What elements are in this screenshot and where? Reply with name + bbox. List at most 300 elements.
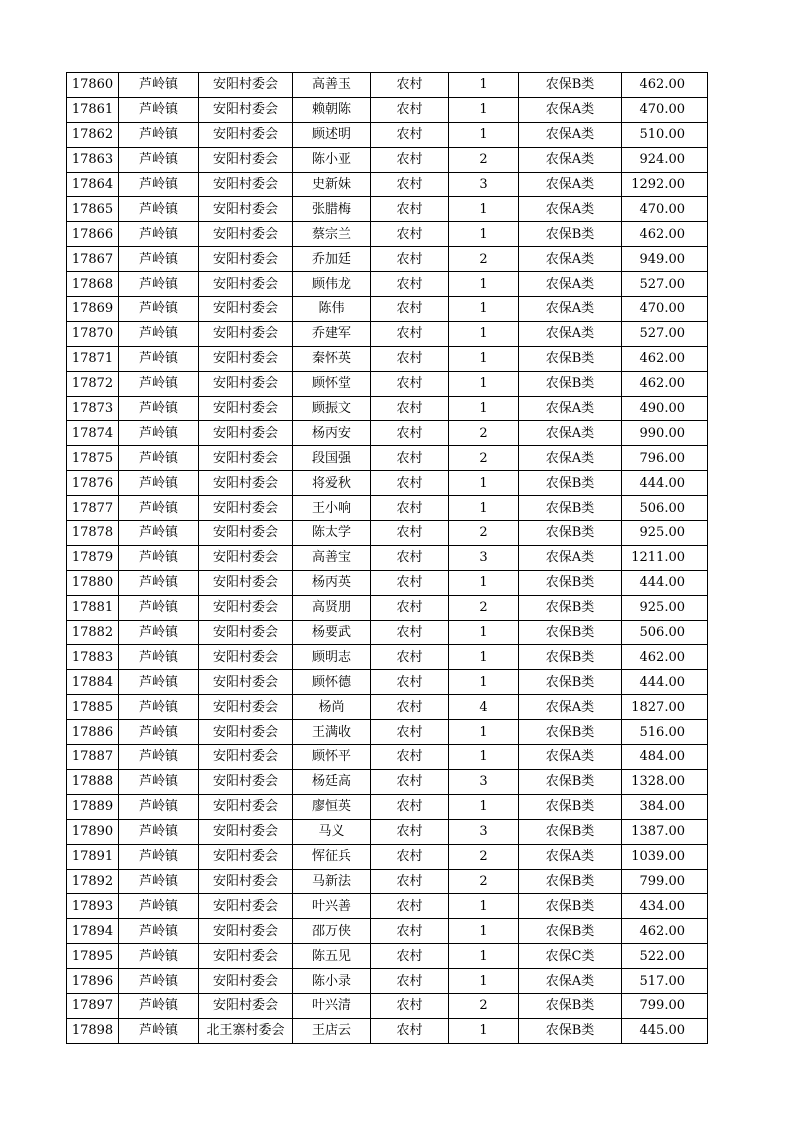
person-name-cell: 杨要武	[293, 620, 371, 645]
village-committee-cell: 北王寨村委会	[199, 1018, 293, 1043]
amount-cell: 796.00	[622, 446, 708, 471]
town-cell: 芦岭镇	[119, 869, 199, 894]
household-size-cell: 2	[449, 869, 519, 894]
record-id-cell: 17871	[67, 346, 119, 371]
village-committee-cell: 安阳村委会	[199, 570, 293, 595]
insurance-category-cell: 农保B类	[519, 670, 622, 695]
table-row	[67, 645, 708, 670]
record-id-cell: 17864	[67, 172, 119, 197]
amount-cell: 470.00	[622, 297, 708, 322]
village-committee-cell: 安阳村委会	[199, 97, 293, 122]
record-id-cell: 17880	[67, 570, 119, 595]
household-size-cell: 1	[449, 794, 519, 819]
insurance-category-cell: 农保A类	[519, 297, 622, 322]
insurance-category-cell: 农保B类	[519, 521, 622, 546]
town-cell: 芦岭镇	[119, 321, 199, 346]
insurance-category-cell: 农保A类	[519, 172, 622, 197]
amount-cell: 444.00	[622, 570, 708, 595]
record-id-cell: 17863	[67, 147, 119, 172]
records-body	[67, 73, 708, 1044]
record-id-cell: 17868	[67, 272, 119, 297]
person-name-cell: 顾振文	[293, 396, 371, 421]
village-committee-cell: 安阳村委会	[199, 720, 293, 745]
town-cell: 芦岭镇	[119, 421, 199, 446]
table-row	[67, 197, 708, 222]
record-id-cell: 17897	[67, 993, 119, 1018]
record-id-cell: 17896	[67, 969, 119, 994]
town-cell: 芦岭镇	[119, 720, 199, 745]
village-committee-cell: 安阳村委会	[199, 545, 293, 570]
household-type-cell: 农村	[371, 645, 449, 670]
amount-cell: 506.00	[622, 620, 708, 645]
record-id-cell: 17867	[67, 247, 119, 272]
household-size-cell: 1	[449, 745, 519, 770]
table-row	[67, 446, 708, 471]
insurance-category-cell: 农保A类	[519, 272, 622, 297]
record-id-cell: 17874	[67, 421, 119, 446]
amount-cell: 470.00	[622, 197, 708, 222]
household-size-cell: 2	[449, 147, 519, 172]
household-type-cell: 农村	[371, 172, 449, 197]
household-type-cell: 农村	[371, 869, 449, 894]
amount-cell: 924.00	[622, 147, 708, 172]
amount-cell: 517.00	[622, 969, 708, 994]
town-cell: 芦岭镇	[119, 645, 199, 670]
record-id-cell: 17862	[67, 122, 119, 147]
household-size-cell: 1	[449, 471, 519, 496]
town-cell: 芦岭镇	[119, 247, 199, 272]
household-size-cell: 1	[449, 670, 519, 695]
village-committee-cell: 安阳村委会	[199, 919, 293, 944]
village-committee-cell: 安阳村委会	[199, 172, 293, 197]
amount-cell: 799.00	[622, 869, 708, 894]
insurance-category-cell: 农保B类	[519, 471, 622, 496]
amount-cell: 484.00	[622, 745, 708, 770]
household-type-cell: 农村	[371, 545, 449, 570]
record-id-cell: 17895	[67, 944, 119, 969]
household-type-cell: 农村	[371, 247, 449, 272]
village-committee-cell: 安阳村委会	[199, 521, 293, 546]
person-name-cell: 王店云	[293, 1018, 371, 1043]
person-name-cell: 陈五见	[293, 944, 371, 969]
person-name-cell: 乔加廷	[293, 247, 371, 272]
town-cell: 芦岭镇	[119, 819, 199, 844]
table-row	[67, 720, 708, 745]
person-name-cell: 顾怀德	[293, 670, 371, 695]
village-committee-cell: 安阳村委会	[199, 670, 293, 695]
village-committee-cell: 安阳村委会	[199, 894, 293, 919]
record-id-cell: 17869	[67, 297, 119, 322]
table-row	[67, 545, 708, 570]
record-id-cell: 17882	[67, 620, 119, 645]
amount-cell: 1827.00	[622, 695, 708, 720]
person-name-cell: 顾明志	[293, 645, 371, 670]
table-row	[67, 894, 708, 919]
town-cell: 芦岭镇	[119, 769, 199, 794]
person-name-cell: 将爱秋	[293, 471, 371, 496]
table-row	[67, 969, 708, 994]
table-row	[67, 247, 708, 272]
insurance-category-cell: 农保A类	[519, 147, 622, 172]
household-type-cell: 农村	[371, 745, 449, 770]
town-cell: 芦岭镇	[119, 197, 199, 222]
town-cell: 芦岭镇	[119, 944, 199, 969]
household-type-cell: 农村	[371, 122, 449, 147]
record-id-cell: 17885	[67, 695, 119, 720]
village-committee-cell: 安阳村委会	[199, 794, 293, 819]
household-type-cell: 农村	[371, 297, 449, 322]
insurance-category-cell: 农保B类	[519, 73, 622, 98]
record-id-cell: 17865	[67, 197, 119, 222]
table-row	[67, 695, 708, 720]
village-committee-cell: 安阳村委会	[199, 73, 293, 98]
table-row	[67, 745, 708, 770]
amount-cell: 522.00	[622, 944, 708, 969]
record-id-cell: 17879	[67, 545, 119, 570]
household-size-cell: 1	[449, 720, 519, 745]
person-name-cell: 陈伟	[293, 297, 371, 322]
table-row	[67, 421, 708, 446]
record-id-cell: 17889	[67, 794, 119, 819]
table-row	[67, 570, 708, 595]
town-cell: 芦岭镇	[119, 521, 199, 546]
amount-cell: 527.00	[622, 272, 708, 297]
village-committee-cell: 安阳村委会	[199, 222, 293, 247]
record-id-cell: 17866	[67, 222, 119, 247]
table-row	[67, 97, 708, 122]
household-size-cell: 2	[449, 421, 519, 446]
record-id-cell: 17883	[67, 645, 119, 670]
record-id-cell: 17888	[67, 769, 119, 794]
person-name-cell: 邵万侠	[293, 919, 371, 944]
person-name-cell: 杨丙英	[293, 570, 371, 595]
insurance-category-cell: 农保A类	[519, 695, 622, 720]
amount-cell: 462.00	[622, 371, 708, 396]
person-name-cell: 王小响	[293, 496, 371, 521]
household-size-cell: 1	[449, 222, 519, 247]
insurance-category-cell: 农保A类	[519, 545, 622, 570]
amount-cell: 925.00	[622, 521, 708, 546]
record-id-cell: 17894	[67, 919, 119, 944]
household-size-cell: 3	[449, 819, 519, 844]
insurance-category-cell: 农保B类	[519, 371, 622, 396]
insurance-category-cell: 农保A类	[519, 396, 622, 421]
household-size-cell: 3	[449, 769, 519, 794]
person-name-cell: 顾怀平	[293, 745, 371, 770]
village-committee-cell: 安阳村委会	[199, 844, 293, 869]
town-cell: 芦岭镇	[119, 471, 199, 496]
household-type-cell: 农村	[371, 993, 449, 1018]
amount-cell: 925.00	[622, 595, 708, 620]
amount-cell: 990.00	[622, 421, 708, 446]
town-cell: 芦岭镇	[119, 272, 199, 297]
record-id-cell: 17872	[67, 371, 119, 396]
table-row	[67, 297, 708, 322]
amount-cell: 1328.00	[622, 769, 708, 794]
household-type-cell: 农村	[371, 570, 449, 595]
household-type-cell: 农村	[371, 471, 449, 496]
insurance-category-cell: 农保A类	[519, 122, 622, 147]
amount-cell: 470.00	[622, 97, 708, 122]
insurance-category-cell: 农保A类	[519, 97, 622, 122]
household-type-cell: 农村	[371, 421, 449, 446]
village-committee-cell: 安阳村委会	[199, 321, 293, 346]
household-type-cell: 农村	[371, 521, 449, 546]
household-size-cell: 1	[449, 197, 519, 222]
amount-cell: 1387.00	[622, 819, 708, 844]
village-committee-cell: 安阳村委会	[199, 869, 293, 894]
town-cell: 芦岭镇	[119, 122, 199, 147]
table-row	[67, 346, 708, 371]
person-name-cell: 顾怀堂	[293, 371, 371, 396]
records-table	[66, 72, 708, 1044]
household-type-cell: 农村	[371, 769, 449, 794]
household-size-cell: 1	[449, 645, 519, 670]
town-cell: 芦岭镇	[119, 545, 199, 570]
insurance-category-cell: 农保B类	[519, 794, 622, 819]
household-size-cell: 1	[449, 570, 519, 595]
insurance-category-cell: 农保B类	[519, 645, 622, 670]
household-type-cell: 农村	[371, 844, 449, 869]
table-row	[67, 819, 708, 844]
household-size-cell: 3	[449, 172, 519, 197]
amount-cell: 506.00	[622, 496, 708, 521]
household-size-cell: 1	[449, 346, 519, 371]
village-committee-cell: 安阳村委会	[199, 745, 293, 770]
amount-cell: 949.00	[622, 247, 708, 272]
town-cell: 芦岭镇	[119, 620, 199, 645]
town-cell: 芦岭镇	[119, 695, 199, 720]
household-type-cell: 农村	[371, 346, 449, 371]
amount-cell: 799.00	[622, 993, 708, 1018]
person-name-cell: 顾伟龙	[293, 272, 371, 297]
person-name-cell: 高善玉	[293, 73, 371, 98]
village-committee-cell: 安阳村委会	[199, 371, 293, 396]
village-committee-cell: 安阳村委会	[199, 620, 293, 645]
town-cell: 芦岭镇	[119, 147, 199, 172]
household-type-cell: 农村	[371, 222, 449, 247]
record-id-cell: 17878	[67, 521, 119, 546]
person-name-cell: 马义	[293, 819, 371, 844]
person-name-cell: 陈小亚	[293, 147, 371, 172]
insurance-category-cell: 农保B类	[519, 595, 622, 620]
insurance-category-cell: 农保B类	[519, 769, 622, 794]
insurance-category-cell: 农保B类	[519, 919, 622, 944]
record-id-cell: 17877	[67, 496, 119, 521]
household-type-cell: 农村	[371, 969, 449, 994]
household-type-cell: 农村	[371, 446, 449, 471]
record-id-cell: 17860	[67, 73, 119, 98]
household-type-cell: 农村	[371, 670, 449, 695]
household-size-cell: 1	[449, 122, 519, 147]
amount-cell: 462.00	[622, 919, 708, 944]
town-cell: 芦岭镇	[119, 297, 199, 322]
household-size-cell: 1	[449, 73, 519, 98]
town-cell: 芦岭镇	[119, 969, 199, 994]
household-type-cell: 农村	[371, 794, 449, 819]
amount-cell: 462.00	[622, 222, 708, 247]
person-name-cell: 张腊梅	[293, 197, 371, 222]
table-row	[67, 670, 708, 695]
insurance-category-cell: 农保A类	[519, 197, 622, 222]
person-name-cell: 叶兴清	[293, 993, 371, 1018]
person-name-cell: 廖恒英	[293, 794, 371, 819]
table-row	[67, 471, 708, 496]
insurance-category-cell: 农保B类	[519, 720, 622, 745]
household-type-cell: 农村	[371, 496, 449, 521]
village-committee-cell: 安阳村委会	[199, 421, 293, 446]
household-size-cell: 1	[449, 969, 519, 994]
record-id-cell: 17890	[67, 819, 119, 844]
town-cell: 芦岭镇	[119, 844, 199, 869]
amount-cell: 444.00	[622, 471, 708, 496]
table-row	[67, 321, 708, 346]
village-committee-cell: 安阳村委会	[199, 769, 293, 794]
insurance-category-cell: 农保B类	[519, 346, 622, 371]
village-committee-cell: 安阳村委会	[199, 297, 293, 322]
insurance-category-cell: 农保A类	[519, 247, 622, 272]
household-type-cell: 农村	[371, 73, 449, 98]
table-row	[67, 371, 708, 396]
person-name-cell: 赖朝陈	[293, 97, 371, 122]
record-id-cell: 17892	[67, 869, 119, 894]
household-size-cell: 1	[449, 371, 519, 396]
person-name-cell: 杨廷高	[293, 769, 371, 794]
person-name-cell: 王满收	[293, 720, 371, 745]
village-committee-cell: 安阳村委会	[199, 819, 293, 844]
amount-cell: 444.00	[622, 670, 708, 695]
village-committee-cell: 安阳村委会	[199, 695, 293, 720]
table-row	[67, 222, 708, 247]
amount-cell: 510.00	[622, 122, 708, 147]
village-committee-cell: 安阳村委会	[199, 122, 293, 147]
person-name-cell: 高善宝	[293, 545, 371, 570]
household-type-cell: 农村	[371, 919, 449, 944]
table-row	[67, 122, 708, 147]
town-cell: 芦岭镇	[119, 993, 199, 1018]
table-row	[67, 620, 708, 645]
table-row	[67, 73, 708, 98]
insurance-category-cell: 农保C类	[519, 944, 622, 969]
household-size-cell: 2	[449, 446, 519, 471]
household-type-cell: 农村	[371, 720, 449, 745]
household-size-cell: 1	[449, 1018, 519, 1043]
town-cell: 芦岭镇	[119, 446, 199, 471]
household-type-cell: 农村	[371, 620, 449, 645]
town-cell: 芦岭镇	[119, 595, 199, 620]
household-size-cell: 2	[449, 247, 519, 272]
town-cell: 芦岭镇	[119, 745, 199, 770]
person-name-cell: 叶兴善	[293, 894, 371, 919]
town-cell: 芦岭镇	[119, 222, 199, 247]
table-row	[67, 172, 708, 197]
table-row	[67, 496, 708, 521]
table-row	[67, 769, 708, 794]
town-cell: 芦岭镇	[119, 346, 199, 371]
person-name-cell: 杨丙安	[293, 421, 371, 446]
insurance-category-cell: 农保B类	[519, 869, 622, 894]
insurance-category-cell: 农保B类	[519, 894, 622, 919]
town-cell: 芦岭镇	[119, 1018, 199, 1043]
amount-cell: 445.00	[622, 1018, 708, 1043]
insurance-category-cell: 农保A类	[519, 969, 622, 994]
person-name-cell: 乔建军	[293, 321, 371, 346]
insurance-category-cell: 农保A类	[519, 745, 622, 770]
household-size-cell: 2	[449, 993, 519, 1018]
insurance-category-cell: 农保B类	[519, 993, 622, 1018]
amount-cell: 462.00	[622, 73, 708, 98]
record-id-cell: 17873	[67, 396, 119, 421]
amount-cell: 527.00	[622, 321, 708, 346]
insurance-category-cell: 农保B类	[519, 496, 622, 521]
table-row	[67, 944, 708, 969]
household-size-cell: 1	[449, 620, 519, 645]
table-row	[67, 521, 708, 546]
household-size-cell: 2	[449, 521, 519, 546]
household-type-cell: 农村	[371, 894, 449, 919]
person-name-cell: 段国强	[293, 446, 371, 471]
household-size-cell: 1	[449, 321, 519, 346]
insurance-category-cell: 农保A类	[519, 446, 622, 471]
household-size-cell: 4	[449, 695, 519, 720]
household-type-cell: 农村	[371, 321, 449, 346]
table-row	[67, 794, 708, 819]
village-committee-cell: 安阳村委会	[199, 247, 293, 272]
town-cell: 芦岭镇	[119, 73, 199, 98]
town-cell: 芦岭镇	[119, 97, 199, 122]
person-name-cell: 高贤朋	[293, 595, 371, 620]
table-row	[67, 993, 708, 1018]
person-name-cell: 秦怀英	[293, 346, 371, 371]
insurance-category-cell: 农保B类	[519, 1018, 622, 1043]
record-id-cell: 17875	[67, 446, 119, 471]
record-id-cell: 17886	[67, 720, 119, 745]
amount-cell: 384.00	[622, 794, 708, 819]
insurance-category-cell: 农保B类	[519, 222, 622, 247]
table-row	[67, 844, 708, 869]
village-committee-cell: 安阳村委会	[199, 396, 293, 421]
household-type-cell: 农村	[371, 595, 449, 620]
insurance-category-cell: 农保B类	[519, 819, 622, 844]
record-id-cell: 17861	[67, 97, 119, 122]
person-name-cell: 陈小录	[293, 969, 371, 994]
table-row	[67, 869, 708, 894]
town-cell: 芦岭镇	[119, 919, 199, 944]
household-type-cell: 农村	[371, 272, 449, 297]
town-cell: 芦岭镇	[119, 570, 199, 595]
table-row	[67, 919, 708, 944]
table-row	[67, 396, 708, 421]
person-name-cell: 恽征兵	[293, 844, 371, 869]
household-size-cell: 2	[449, 595, 519, 620]
village-committee-cell: 安阳村委会	[199, 446, 293, 471]
amount-cell: 462.00	[622, 645, 708, 670]
village-committee-cell: 安阳村委会	[199, 471, 293, 496]
amount-cell: 490.00	[622, 396, 708, 421]
insurance-category-cell: 农保A类	[519, 421, 622, 446]
table-row	[67, 1018, 708, 1043]
person-name-cell: 顾述明	[293, 122, 371, 147]
town-cell: 芦岭镇	[119, 396, 199, 421]
amount-cell: 434.00	[622, 894, 708, 919]
household-type-cell: 农村	[371, 695, 449, 720]
household-type-cell: 农村	[371, 97, 449, 122]
town-cell: 芦岭镇	[119, 371, 199, 396]
amount-cell: 516.00	[622, 720, 708, 745]
amount-cell: 1292.00	[622, 172, 708, 197]
amount-cell: 1211.00	[622, 545, 708, 570]
person-name-cell: 马新法	[293, 869, 371, 894]
